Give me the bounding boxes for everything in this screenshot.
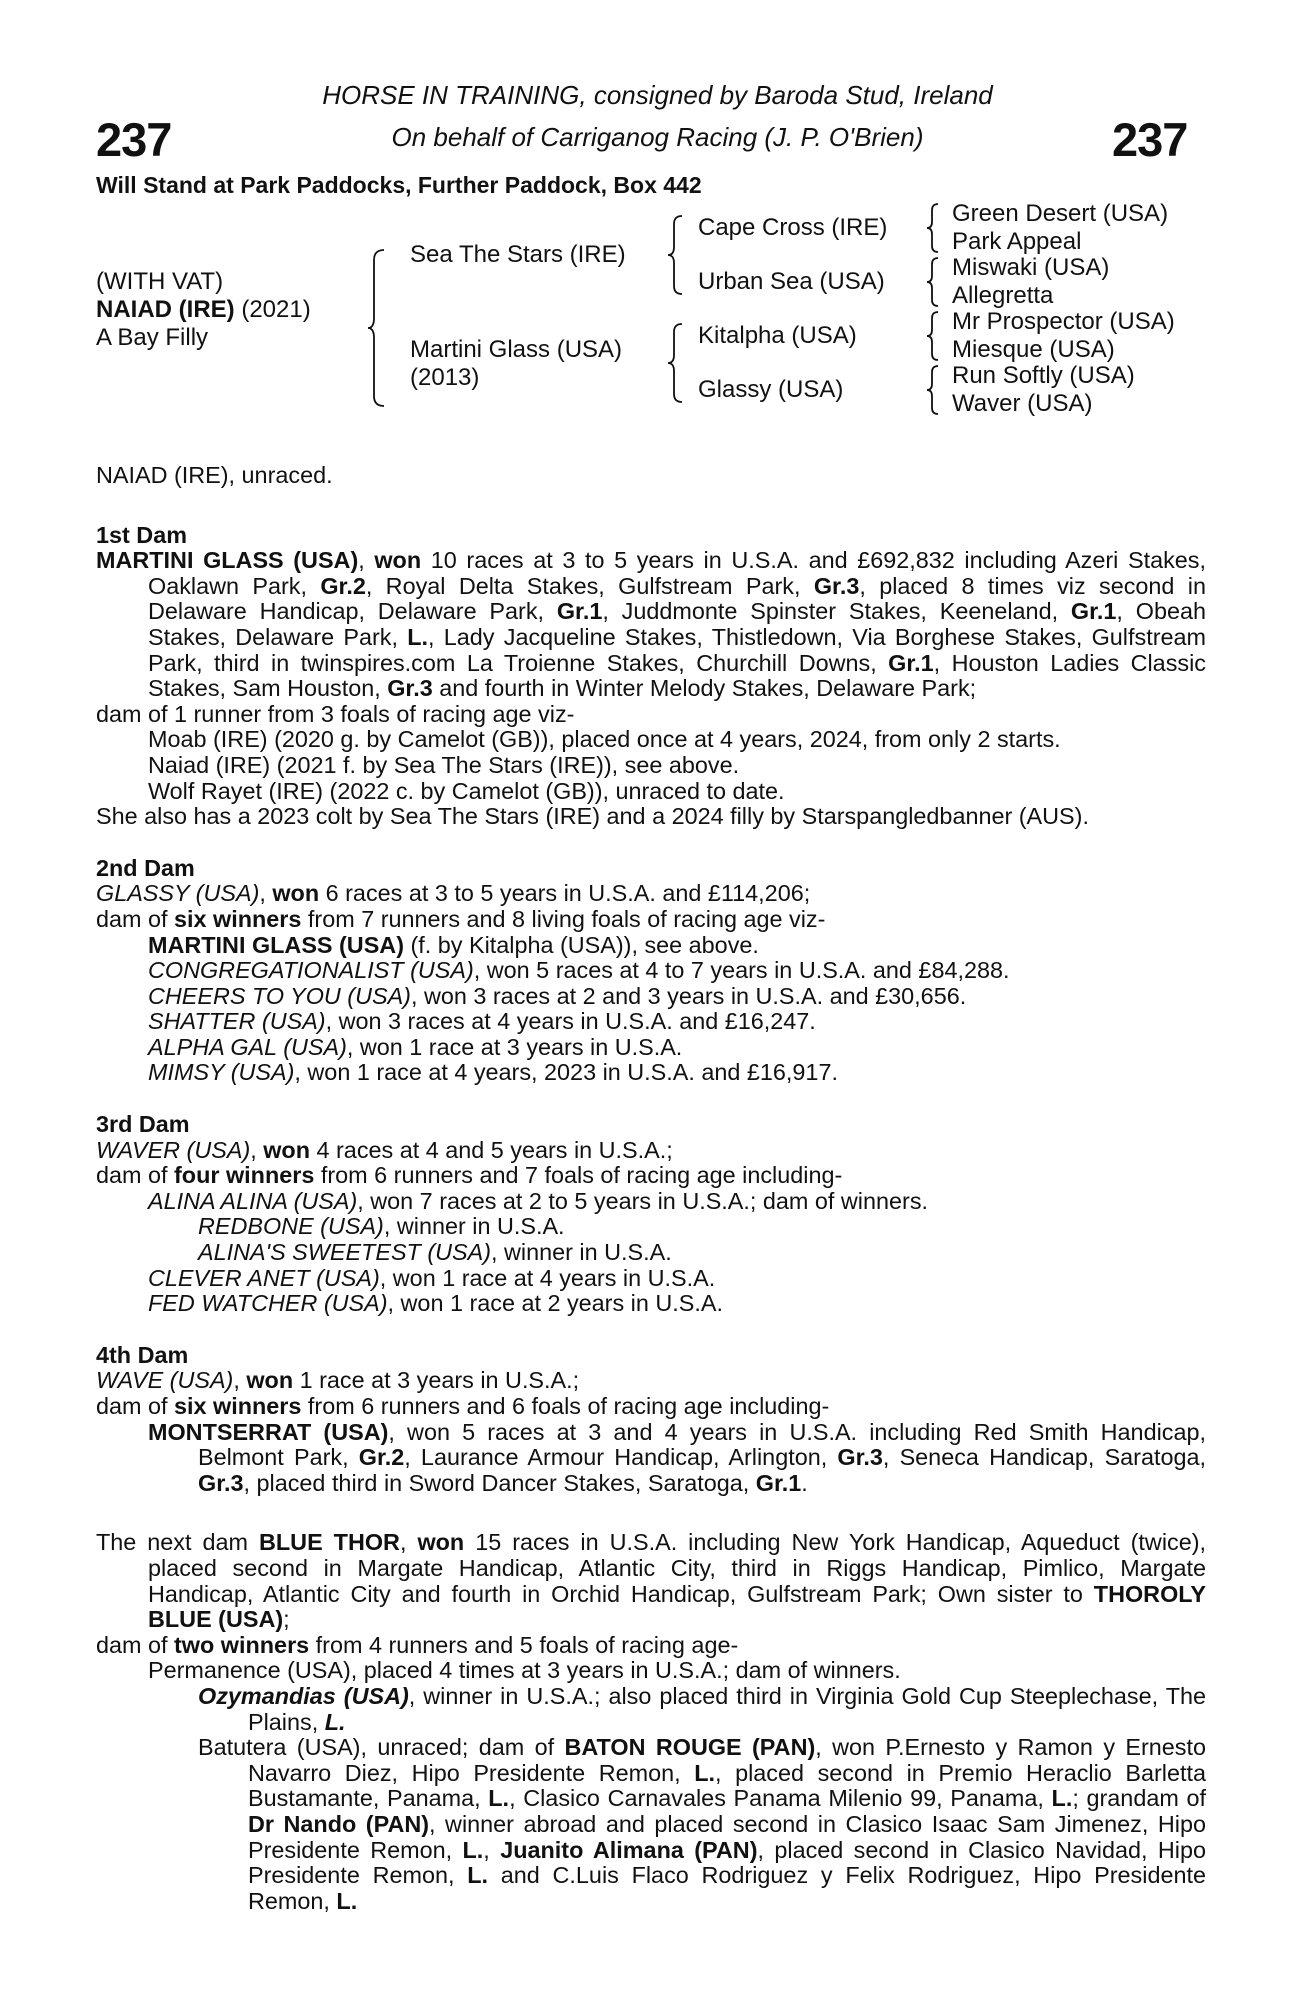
dam1-name: MARTINI GLASS (USA) (96, 547, 359, 574)
next-dam-record: The next dam BLUE THOR, won 15 races in U.S.A. including New York Handicap, Aqueduct (twice), placed second in Margate Handicap, Atlantic City, third in Riggs Handicap, Pimlico, Margate Handicap, Atlantic City and fourth in Orchid Handicap, Gulfstream Park; Own sister to THOROLY BLUE (USA); (96, 1529, 1207, 1633)
grandsire-7: Run Softly (USA) (952, 362, 1135, 389)
dam3-record: WAVER (USA), won 4 races at 4 and 5 years in U.S.A.; (96, 1136, 673, 1163)
foal-name: MONTSERRAT (USA) (148, 1418, 389, 1445)
brace-g12 (926, 202, 942, 254)
foal-text: , Clasico Carnavales Panama Milenio 99, Panama, (509, 1785, 1052, 1812)
grade-label: L. (324, 1708, 346, 1735)
dam3-dam-of (96, 1163, 1206, 1189)
dam1-text: , Houston Ladies Classic Stakes, Sam Houston, (148, 649, 1206, 702)
dam1-text: , Obeah Stakes, Delaware Park, (148, 598, 1206, 650)
grade-label: Gr.3 (837, 1444, 883, 1471)
foal-text: , (483, 1836, 501, 1863)
consignment-line: HORSE IN TRAINING, consigned by Baroda Stud, Ireland (322, 80, 993, 110)
lot-number-right: 237 (1112, 113, 1188, 166)
nextdam-text: from 4 runners and 5 foals of racing age- (309, 1631, 739, 1658)
foal-text: , winner abroad and placed second in Clasico Isaac Sam Jimenez, Hipo Presidente Remon, (248, 1810, 1206, 1863)
dam4-name: WAVE (USA) (96, 1367, 234, 1394)
nextdam-dam-of (96, 1633, 1206, 1659)
grade-label: L. (1051, 1785, 1073, 1812)
brace-g78 (926, 364, 942, 416)
grade-label: Gr.3 (198, 1469, 244, 1496)
dam3-text: dam of (96, 1162, 175, 1189)
foal-text: , winner in U.S.A. (383, 1213, 565, 1240)
dam2-record: GLASSY (USA), won 6 races at 3 to 5 years in U.S.A. and £114,206; (96, 880, 811, 907)
list-item: Permanence (USA), placed 4 times at 3 years in U.S.A.; dam of winners. (148, 1657, 901, 1684)
foal-name: Dr Nando (PAN) (248, 1810, 430, 1837)
foal-name: Ozymandias (USA) (198, 1682, 409, 1709)
grade-label: Gr.1 (1070, 598, 1117, 625)
dam2-text: 6 races at 3 to 5 years in U.S.A. and £114,206; (319, 880, 811, 907)
granddam-2: Park Appeal (952, 228, 1082, 255)
foal-text: , won 3 races at 4 years in U.S.A. and £16,247. (325, 1008, 816, 1035)
grade-label: Gr.1 (556, 598, 603, 625)
nextdam-text: The next dam (96, 1529, 259, 1556)
list-item (96, 1189, 1206, 1215)
nextdam-text: ; (283, 1606, 290, 1633)
foal-text: Batutera (USA), unraced; dam of (198, 1734, 565, 1761)
brace-g56 (926, 310, 942, 362)
winners-count: two winners (174, 1631, 310, 1658)
foal-text: , Laurance Armour Handicap, Arlington, (404, 1444, 838, 1471)
foal-text: (f. by Kitalpha (USA)), see above. (403, 931, 759, 958)
sire-sire: Cape Cross (IRE) (698, 214, 888, 241)
grade-label: L. (467, 1862, 489, 1889)
dam4-dam-of (96, 1394, 1206, 1420)
grade-label: L. (694, 1759, 715, 1786)
foal-text: . (801, 1469, 808, 1496)
dam3-text: 4 races at 4 and 5 years in U.S.A.; (310, 1136, 673, 1163)
dam2-text: dam of (96, 905, 175, 932)
foal-name: REDBONE (USA) (198, 1213, 384, 1240)
grade-label: Gr.1 (755, 1469, 802, 1496)
list-item: Wolf Rayet (IRE) (2022 c. by Camelot (GB)), unraced to date. (148, 777, 785, 804)
nextdam-name: BLUE THOR (259, 1529, 400, 1556)
nextdam-won: won (417, 1529, 465, 1556)
dam1-won: won (374, 547, 422, 574)
on-behalf-line: On behalf of Carriganog Racing (J. P. O'Brien) (391, 122, 924, 152)
foal-name: MARTINI GLASS (USA) (148, 931, 404, 958)
foal-text: , won 1 race at 3 years in U.S.A. (346, 1033, 683, 1060)
dam1-text: , Royal Delta Stakes, Gulfstream Park, (365, 572, 814, 599)
foal-text: , won 1 race at 2 years in U.S.A. (387, 1290, 723, 1317)
foal-text: and C.Luis Flaco Rodriguez y Felix Rodriguez, Hipo Presidente Remon, (248, 1862, 1206, 1914)
foal-text: , won 5 races at 3 and 4 years in U.S.A. including Red Smith Handicap, Belmont Park, (198, 1418, 1206, 1471)
horse-name: NAIAD (IRE) (96, 296, 235, 323)
list-item: Moab (IRE) (2020 g. by Camelot (GB)), placed once at 4 years, 2024, from only 2 starts. (148, 726, 1061, 753)
list-item (96, 1291, 1206, 1317)
foal-text: , Seneca Handicap, Saratoga, (882, 1444, 1206, 1471)
foal-name: CHEERS TO YOU (USA) (148, 982, 411, 1009)
dam: Martini Glass (USA) (410, 336, 623, 363)
dam-year: (2013) (410, 364, 480, 391)
dam2-heading: 2nd Dam (96, 854, 195, 881)
list-item (96, 933, 1206, 959)
brace-g34 (926, 256, 942, 308)
stand-location: Will Stand at Park Paddocks, Further Paddock, Box 442 (96, 172, 702, 198)
list-item (96, 984, 1206, 1010)
winners-count: six winners (174, 905, 302, 932)
dam-sire: Kitalpha (USA) (698, 322, 857, 349)
dam1-text: , Juddmonte Spinster Stakes, Keeneland, (602, 598, 1071, 625)
foal-text: , won P.Ernesto y Ramon y Ernesto Navarro Diez, Hipo Presidente Remon, (248, 1734, 1206, 1786)
grade-label: Gr.3 (387, 675, 433, 702)
list-item (96, 1735, 1206, 1914)
list-item (96, 1240, 1206, 1266)
dam2-won: won (272, 880, 320, 907)
dam2-name: GLASSY (USA) (96, 880, 260, 907)
dam3-heading: 3rd Dam (96, 1111, 190, 1138)
winners-count: four winners (174, 1162, 315, 1189)
winners-count: six winners (174, 1393, 302, 1419)
dam1-record: MARTINI GLASS (USA), won 10 races at 3 to 5 years in U.S.A. and £692,832 including Azeri Stakes, Oaklawn Park, Gr.2, Royal Delta Stakes, Gulfstream Park, Gr.3, placed 8 times viz second in Delaware Handicap, Delaware Park, Gr.1, Juddmonte Spinster Stakes, Keeneland, Gr.1, Obeah Stakes, Delaware Park, L., Lady Jacqueline Stakes, Thistledown, Via Borghese Stakes, Gulfstream Park, third in twinspires.com La Troienne Stakes, Churchill Downs, Gr.1, Houston Ladies Classic Stakes, Sam Houston, Gr.3 and fourth in Winter Melody Stakes, Delaware Park; (96, 547, 1206, 702)
dam1-text: and fourth in Winter Melody Stakes, Delaware Park; (432, 675, 977, 702)
dam4-text: dam of (96, 1393, 175, 1419)
list-item (96, 1214, 1206, 1240)
dam3-name: WAVER (USA) (96, 1136, 251, 1163)
granddam-4: Allegretta (952, 282, 1054, 309)
list-item (96, 1684, 1206, 1735)
foal-text: , won 7 races at 2 to 5 years in U.S.A.; dam of winners. (357, 1187, 929, 1214)
list-item (96, 1060, 1206, 1086)
foal-text: , won 3 races at 2 and 3 years in U.S.A. and £30,656. (410, 982, 967, 1009)
dam4-text: from 6 runners and 6 foals of racing age including- (301, 1393, 830, 1419)
sire: Sea The Stars (IRE) (410, 241, 626, 268)
grade-label: Gr.1 (888, 649, 934, 676)
intro-line: NAIAD (IRE), unraced. (96, 462, 333, 488)
grade-label: Gr.2 (358, 1444, 405, 1471)
foal-text: , won 1 race at 4 years, 2023 in U.S.A. and £16,917. (294, 1059, 838, 1086)
horse-description: A Bay Filly (96, 324, 209, 351)
dam4-text: 1 race at 3 years in U.S.A.; (293, 1367, 580, 1394)
grandsire-5: Mr Prospector (USA) (952, 308, 1175, 335)
grade-label: L. (407, 623, 428, 650)
foal-text: , winner in U.S.A. (491, 1239, 672, 1266)
granddam-6: Miesque (USA) (952, 336, 1115, 363)
brace-sire (668, 214, 688, 296)
foal-text: , won 5 races at 4 to 7 years in U.S.A. and £84,288. (473, 957, 1010, 984)
lot-number-left: 237 (96, 113, 172, 166)
dam4-heading: 4th Dam (96, 1341, 189, 1368)
grade-label: L. (488, 1785, 510, 1812)
dam3-text: from 6 runners and 7 foals of racing age including- (314, 1162, 843, 1189)
grade-label: L. (462, 1836, 484, 1863)
list-item (96, 1266, 1206, 1292)
list-item (96, 1009, 1206, 1035)
grade-label: Gr.2 (320, 572, 366, 599)
sire-dam: Urban Sea (USA) (698, 268, 885, 295)
dam1-dam-of: dam of 1 runner from 3 foals of racing age viz- (96, 700, 575, 727)
foal-name: SHATTER (USA) (148, 1008, 326, 1035)
dam2-text: from 7 runners and 8 living foals of racing age viz- (301, 905, 826, 932)
dam1-heading: 1st Dam (96, 521, 188, 548)
dam3-won: won (263, 1136, 311, 1163)
foal-name: Juanito Alimana (PAN) (500, 1836, 758, 1863)
dam4-won: won (246, 1367, 294, 1394)
granddam-8: Waver (USA) (952, 390, 1093, 417)
own-sister-name: THOROLY BLUE (USA) (148, 1580, 1206, 1633)
foal-name: BATON ROUGE (PAN) (564, 1734, 816, 1761)
foal-text: , placed third in Sword Dancer Stakes, Saratoga, (243, 1469, 756, 1496)
grandsire-1: Green Desert (USA) (952, 200, 1169, 227)
foal-name: CONGREGATIONALIST (USA) (148, 957, 474, 984)
horse-name-line (96, 296, 311, 324)
foal-name: CLEVER ANET (USA) (148, 1264, 380, 1291)
dam1-text: , Lady Jacqueline Stakes, Thistledown, Via Borghese Stakes, Gulfstream Park, third in twinspires.com La Troienne Stakes, Churchill Downs, (148, 623, 1206, 676)
list-item (96, 958, 1206, 984)
nextdam-text: dam of (96, 1631, 175, 1658)
dam1-also: She also has a 2023 colt by Sea The Stars (IRE) and a 2024 filly by Starspangledbanner (AUS). (96, 803, 1089, 830)
foal-name: ALPHA GAL (USA) (148, 1033, 347, 1060)
list-item: Naiad (IRE) (2021 f. by Sea The Stars (IRE)), see above. (148, 751, 740, 778)
dam1-text: , placed 8 times viz second in Delaware Handicap, Delaware Park, (148, 572, 1206, 625)
brace-main (370, 248, 390, 408)
foal-text: , placed second in Premio Heraclio Barletta Bustamante, Panama, (248, 1759, 1207, 1812)
foal-text: , winner in U.S.A.; also placed third in Virginia Gold Cup Steeplechase, The Plains, (248, 1682, 1206, 1735)
vat-label: (WITH VAT) (96, 268, 224, 295)
produce-record (96, 463, 1206, 1914)
dam-dam: Glassy (USA) (698, 376, 844, 403)
grade-label: L. (336, 1887, 358, 1914)
foal-name: FED WATCHER (USA) (148, 1290, 388, 1317)
dam1-text: 10 races at 3 to 5 years in U.S.A. and £692,832 including Azeri Stakes, Oaklawn Park, (148, 547, 1206, 599)
foal-text: , won 1 race at 4 years in U.S.A. (379, 1264, 716, 1291)
foal-text: , placed second in Clasico Navidad, Hipo Presidente Remon, (248, 1836, 1206, 1889)
grade-label: Gr.3 (813, 572, 860, 599)
dam4-record: WAVE (USA), won 1 race at 3 years in U.S.A.; (96, 1367, 580, 1394)
horse-year: (2021) (241, 296, 311, 323)
foal-name: ALINA'S SWEETEST (USA) (198, 1239, 491, 1266)
foal-name: ALINA ALINA (USA) (148, 1187, 358, 1214)
dam2-dam-of (96, 907, 1206, 933)
brace-dam (668, 322, 688, 404)
grandsire-3: Miswaki (USA) (952, 254, 1110, 281)
nextdam-text: 15 races in U.S.A. including New York Handicap, Aqueduct (twice), placed second in Margate Handicap, Atlantic City, third in Riggs Handicap, Pimlico, Margate Handicap, Atlantic City and fourth in Orchid Handicap, Gulfstream Park; Own sister to (148, 1529, 1207, 1607)
foal-name: MIMSY (USA) (148, 1059, 295, 1086)
list-item (96, 1420, 1206, 1497)
foal-text: ; grandam of (1072, 1785, 1206, 1812)
list-item (96, 1035, 1206, 1061)
